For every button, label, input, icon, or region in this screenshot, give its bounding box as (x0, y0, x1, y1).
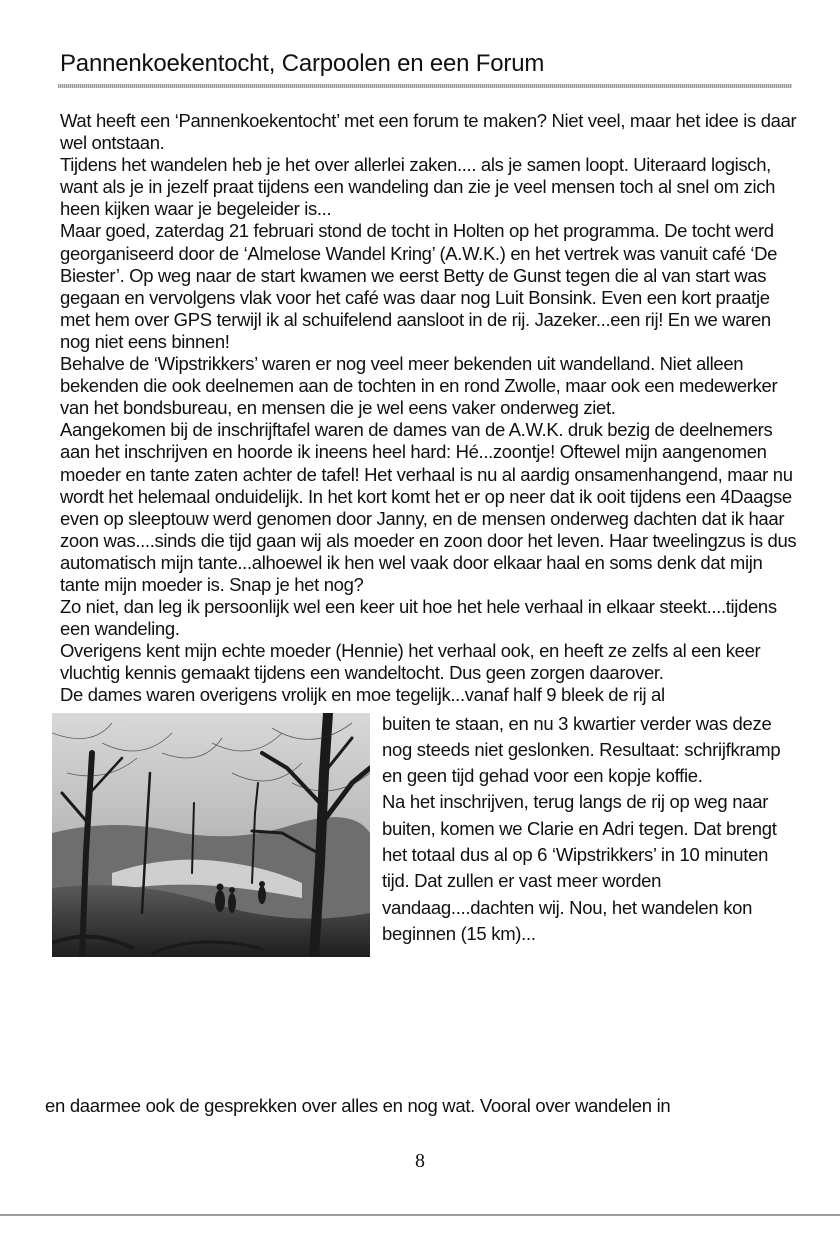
title-underline (58, 84, 792, 88)
paragraph: buiten te staan, en nu 3 kwartier verder was deze nog steeds niet geslonken. Resultaat: schrijfkramp en geen tijd gehad voor een kopje koffie. (382, 712, 781, 787)
page-number: 8 (415, 1150, 425, 1172)
article-body (60, 110, 800, 959)
continuation-line: en daarmee ook de gesprekken over alles en nog wat. Vooral over wandelen in (45, 1095, 671, 1116)
paragraph: De dames waren overigens vrolijk en moe tegelijk...vanaf half 9 bleek de rij al (60, 684, 665, 706)
paragraph: Zo niet, dan leg ik persoonlijk wel een keer uit hoe het hele verhaal in elkaar steekt....tijdens een wandeling. (60, 596, 777, 640)
paragraph: Behalve de ‘Wipstrikkers’ waren er nog veel meer bekenden uit wandelland. Niet alleen bekenden die ook deelnemen aan de tochten in en rond Zwolle, maar ook een medewerker van het bondsbureau, en mensen die je wel eens vaker onderweg ziet. (60, 353, 778, 419)
bottom-rule (0, 1214, 840, 1216)
photo-wrap-section (60, 707, 800, 948)
forest-walk-photo (52, 713, 370, 957)
paragraph: Aangekomen bij de inschrijftafel waren de dames van de A.W.K. druk bezig de deelnemers aan het inschrijven en hoorde ik ineens heel hard: Hé...zoontje! Oftewel mijn aangenomen moeder en tante zaten achter de tafel! Het verhaal is nu al aardig onsamenhangend, maar nu wordt het helemaal onduidelijk. In het kort komt het er op neer dat ik ooit tijdens een 4Daagse even op sleeptouw werd genomen door Janny, en de mensen onderweg dachten dat ik haar zoon was....sinds die tijd gaan wij als moeder en zoon door het leven. Haar tweelingzus is dus automatisch mijn tante...alhoewel ik hen wel vaak door elkaar haal en soms denk dat mijn tante mijn moeder is. Snap je het nog? (60, 419, 797, 595)
paragraph: Maar goed, zaterdag 21 februari stond de tocht in Holten op het programma. De tocht werd georganiseerd door de ‘Almelose Wandel Kring’ (A.W.K.) en het vertrek was vanuit café ‘De Biester’. Op weg naar de start kwamen we eerst Betty de Gunst tegen die al van start was gegaan en vervolgens vlak voor het café was daar nog Luit Bonsink. Even een kort praatje met hem over GPS terwijl ik al schuifelend aansloot in de rij. Jazeker...een rij! En we waren nog niet eens binnen! (60, 220, 778, 352)
paragraph: Tijdens het wandelen heb je het over allerlei zaken.... als je samen loopt. Uiteraard logisch, want als je in jezelf praat tijdens een wandeling dan zie je veel mensen toch al snel om zich heen kijken waar je begeleider is... (60, 154, 776, 220)
paragraph: Na het inschrijven, terug langs de rij op weg naar buiten, komen we Clarie en Adri tegen. Dat brengt het totaal dus al op 6 ‘Wipstrikkers’ in 10 minuten tijd. Dat zullen er vast meer worden vandaag....dachten wij. Nou, het wandelen kon beginnen (15 km)... (382, 791, 777, 944)
article-title: Pannenkoekentocht, Carpoolen en een Forum (60, 50, 545, 77)
paragraph: Wat heeft een ‘Pannenkoekentocht’ met een forum te maken? Niet veel, maar het idee is daar wel ontstaan. (60, 110, 797, 154)
paragraph: Overigens kent mijn echte moeder (Hennie) het verhaal ook, en heeft ze zelfs al een keer vluchtig kennis gemaakt tijdens een wandeltocht. Dus geen zorgen daarover. (60, 640, 761, 684)
